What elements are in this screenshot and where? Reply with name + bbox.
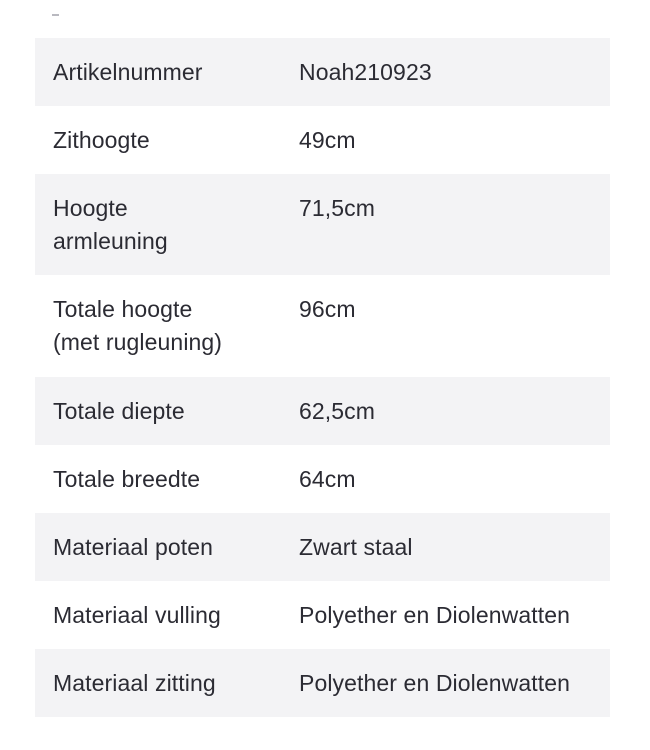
top-divider-mark <box>52 14 59 16</box>
spec-value-materiaal-vulling: Polyether en Diolenwatten <box>299 602 570 628</box>
spec-value-artikelnummer: Noah210923 <box>299 59 432 85</box>
table-row <box>35 445 610 513</box>
spec-value-totale-hoogte: 96cm <box>299 296 356 322</box>
spec-label-zithoogte: Zithoogte <box>53 127 150 153</box>
table-row <box>35 275 610 377</box>
spec-label-materiaal-poten: Materiaal poten <box>53 534 214 560</box>
specifications-table <box>35 38 610 717</box>
table-row <box>35 513 610 581</box>
spec-label-totale-diepte: Totale diepte <box>53 398 185 424</box>
spec-value-totale-breedte: 64cm <box>299 466 356 492</box>
spec-label-materiaal-vulling: Materiaal vulling <box>53 602 221 628</box>
table-row <box>35 38 610 106</box>
spec-label-hoogte-armleuning-text: Hoogte armleuning <box>53 195 168 254</box>
table-row <box>35 377 610 445</box>
table-row <box>35 174 610 275</box>
spec-label-materiaal-zitting: Materiaal zitting <box>53 670 216 696</box>
spec-label-artikelnummer: Artikelnummer <box>53 59 203 85</box>
spec-value-materiaal-zitting: Polyether en Diolenwatten <box>299 670 570 696</box>
spec-label-totale-breedte: Totale breedte <box>53 466 201 492</box>
spec-label-totale-hoogte <box>53 293 299 359</box>
spec-value-hoogte-armleuning: 71,5cm <box>299 195 376 221</box>
table-row <box>35 581 610 649</box>
spec-label-hoogte-armleuning <box>53 192 299 257</box>
spec-value-totale-diepte: 62,5cm <box>299 398 376 424</box>
spec-value-materiaal-poten: Zwart staal <box>299 534 413 560</box>
table-row <box>35 106 610 174</box>
table-row <box>35 649 610 717</box>
spec-value-zithoogte: 49cm <box>299 127 356 153</box>
spec-label-totale-hoogte-text: Totale hoogte (met rugleuning) <box>53 296 223 355</box>
